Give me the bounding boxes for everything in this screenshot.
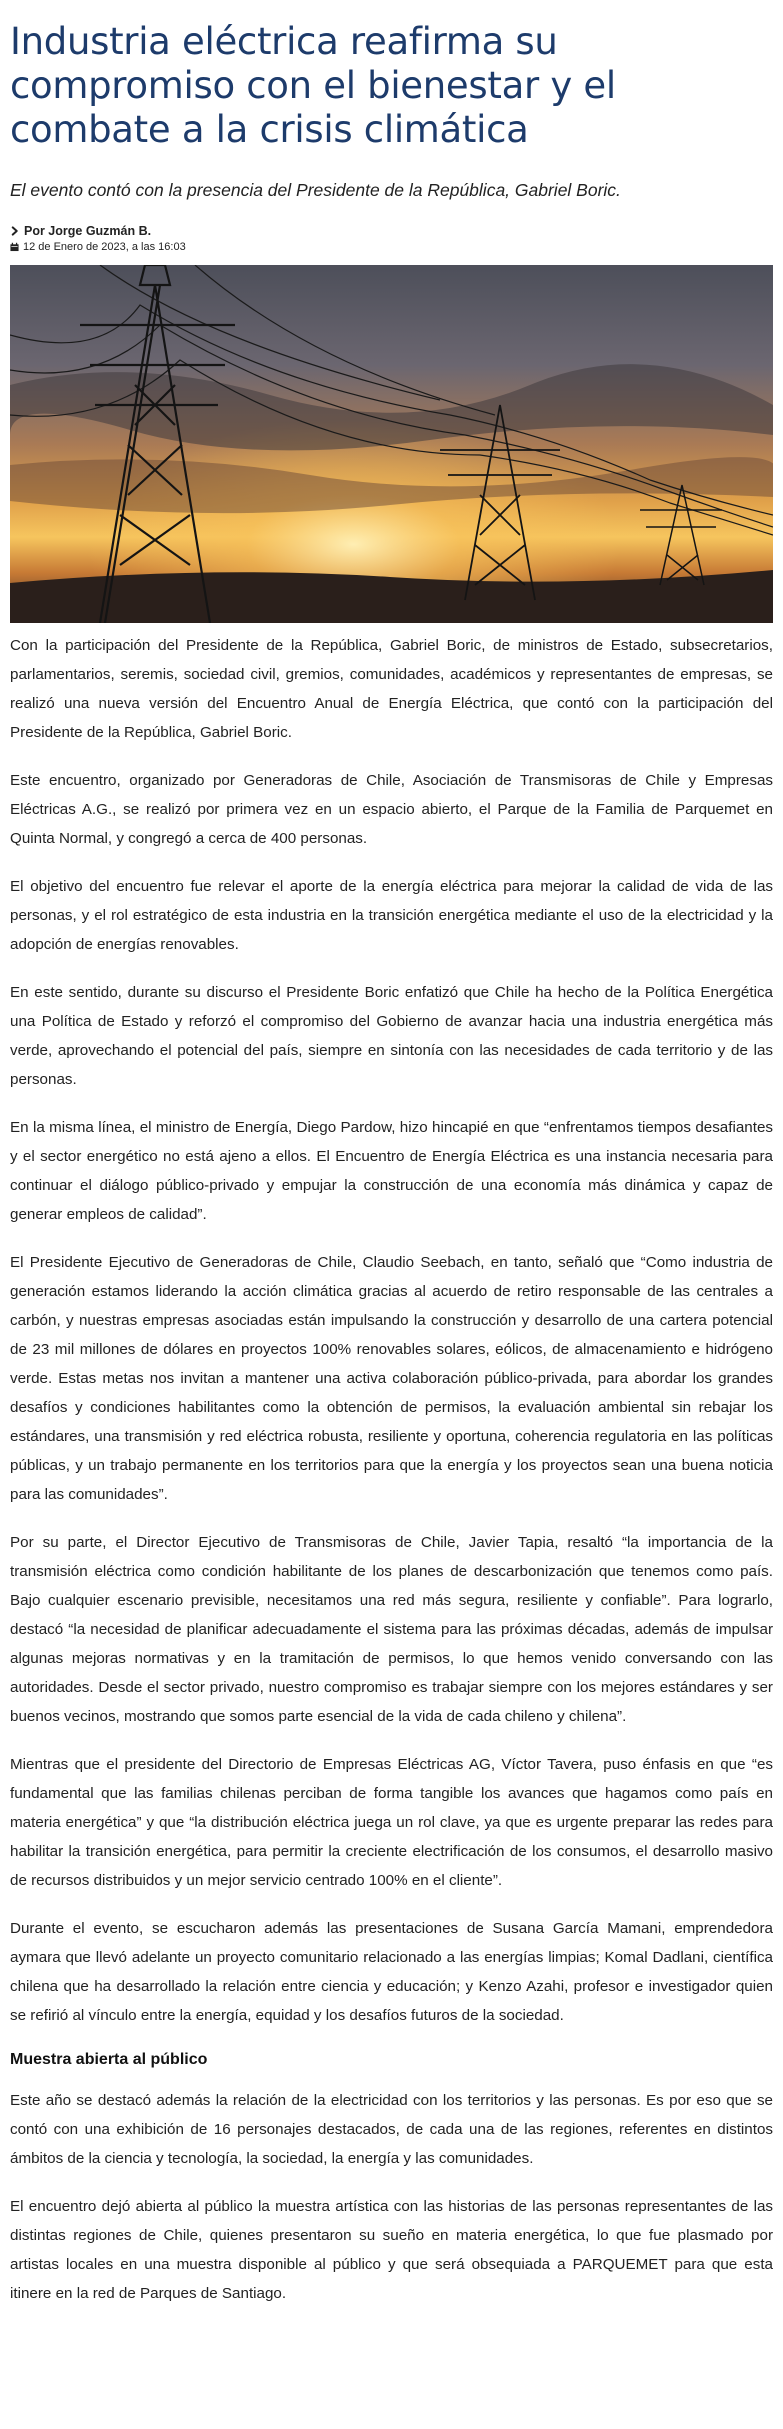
body-paragraph: Este encuentro, organizado por Generadoras de Chile, Asociación de Transmisoras de Chile y Empresas Eléctricas A.G., se realizó por primera vez en un espacio abierto, el Parque de la Familia de Parquemet en Quinta Normal, y congregó a cerca de 400 personas.	[10, 772, 773, 847]
article-body	[10, 631, 773, 2308]
hero-image-power-towers	[10, 265, 773, 623]
article-title: Industria eléctrica reafirma su compromiso con el bienestar y el combate a la crisis climática	[10, 20, 616, 151]
calendar-icon	[10, 242, 19, 252]
body-paragraph: Durante el evento, se escucharon además las presentaciones de Susana García Mamani, emprendedora aymara que llevó adelante un proyecto comunitario relacionado a las energías limpias; Komal Dadlani, científica chilena que ha desarrollado la relación entre ciencia y educación; y Kenzo Azahi, profesor e investigador quien se refirió al vínculo entre la energía, equidad y los desafíos futuros de la sociedad.	[10, 1920, 773, 2024]
section-heading: Muestra abierta al público	[10, 2051, 208, 2068]
body-paragraph: Por su parte, el Director Ejecutivo de Transmisoras de Chile, Javier Tapia, resaltó “la importancia de la transmisión eléctrica como condición habilitante de los planes de descarbonización que tenemos como país. Bajo cualquier escenario previsible, necesitamos una red más segura, resiliente y confiable”. Para lograrlo, destacó “la necesidad de planificar adecuadamente el sistema para las próximas décadas, además de impulsar algunas mejoras normativas y en la tramitación de permisos, lo que hemos venido conversando con las autoridades. Desde el sector privado, nuestro compromiso es trabajar siempre con los mejores estándares y ser buenos vecinos, mostrando que somos parte esencial de la vida de cada chileno y chilena”.	[10, 1534, 773, 1725]
body-paragraph: El Presidente Ejecutivo de Generadoras de Chile, Claudio Seebach, en tanto, señaló que “Como industria de generación estamos liderando la acción climática gracias al acuerdo de retiro responsable de las centrales a carbón, y nuestras empresas asociadas están impulsando la construcción y desarrollo de una cartera potencial de 23 mil millones de dólares en proyectos 100% renovables solares, eólicos, de almacenamiento e hidrógeno verde. Estas metas nos invitan a mantener una activa colaboración público-privada, para abordar los grandes desafíos y condiciones habilitantes como la obtención de permisos, la evaluación ambiental sin rebajar los estándares, una transmisión y red eléctrica robusta, resiliente y oportuna, coherencia regulatoria en las políticas públicas, y un trabajo permanente en los territorios para que la energía y los proyectos sean una buena noticia para las comunidades”.	[10, 1254, 773, 1503]
dateline	[10, 241, 773, 253]
chevron-right-icon	[10, 226, 19, 236]
author-name[interactable]: Por Jorge Guzmán B.	[24, 224, 152, 238]
body-paragraph: Mientras que el presidente del Directorio de Empresas Eléctricas AG, Víctor Tavera, puso énfasis en que “es fundamental que las familias chilenas perciban de forma tangible los avances que hagamos como país en materia energética” y que “la distribución eléctrica juega un rol clave, ya que es urgente preparar las redes para habilitar la transición energética, para permitir la creciente electrificación de los consumos, el desarrollo masivo de recursos distribuidos y un mejor servicio centrado 100% en el cliente”.	[10, 1756, 773, 1889]
body-paragraph: En la misma línea, el ministro de Energía, Diego Pardow, hizo hincapié en que “enfrentamos tiempos desafiantes y el sector energético no está ajeno a ellos. El Encuentro de Energía Eléctrica es una instancia necesaria para continuar el diálogo público-privado y empujar la construcción de una economía más dinámica y capaz de generar empleos de calidad”.	[10, 1119, 773, 1223]
body-paragraph: En este sentido, durante su discurso el Presidente Boric enfatizó que Chile ha hecho de la Política Energética una Política de Estado y reforzó el compromiso del Gobierno de avanzar hacia una industria energética más verde, aprovechando el potencial del país, siempre en sintonía con las necesidades de cada territorio y de las personas.	[10, 984, 773, 1088]
body-paragraph: Con la participación del Presidente de la República, Gabriel Boric, de ministros de Estado, subsecretarios, parlamentarios, seremis, sociedad civil, gremios, comunidades, académicos y representantes de empresas, se realizó una nueva versión del Encuentro Anual de Energía Eléctrica, que contó con la participación del Presidente de la República, Gabriel Boric.	[10, 637, 773, 741]
body-paragraph: El objetivo del encuentro fue relevar el aporte de la energía eléctrica para mejorar la calidad de vida de las personas, y el rol estratégico de esta industria en la transición energética mediante el uso de la electricidad y la adopción de energías renovables.	[10, 878, 773, 953]
article-subtitle: El evento contó con la presencia del Presidente de la República, Gabriel Boric.	[10, 180, 621, 200]
body-paragraph: Este año se destacó además la relación de la electricidad con los territorios y las personas. Es por eso que se contó con una exhibición de 16 personajes destacados, de cada una de las regiones, referentes en distintos ámbitos de la ciencia y tecnología, la sociedad, la energía y las comunidades.	[10, 2092, 773, 2167]
publish-date: 12 de Enero de 2023, a las 16:03	[23, 241, 186, 253]
body-paragraph: El encuentro dejó abierta al público la muestra artística con las historias de las personas representantes de las distintas regiones de Chile, quienes presentaron su sueño en materia energética, lo que fue plasmado por artistas locales en una muestra disponible al público y que será obsequiada a PARQUEMET para que esta itinere en la red de Parques de Santiago.	[10, 2198, 773, 2302]
byline	[10, 224, 773, 238]
